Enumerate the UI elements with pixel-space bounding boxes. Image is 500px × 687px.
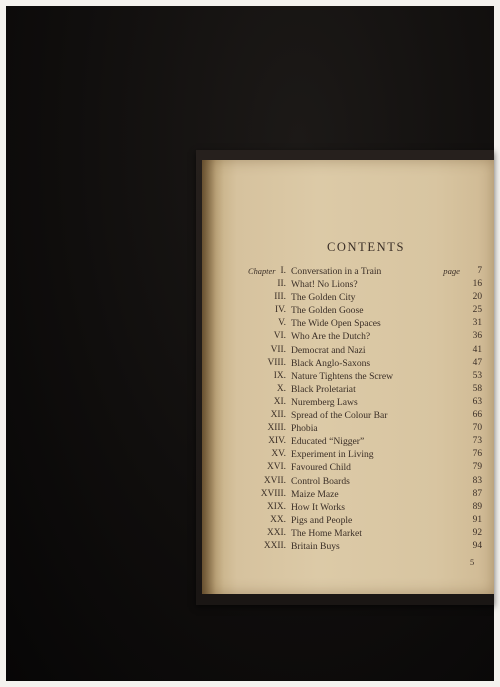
toc-row bbox=[226, 383, 488, 396]
chapter-page-number: 91 bbox=[472, 514, 482, 525]
chapter-page-number: 47 bbox=[472, 357, 482, 368]
chapter-title: Democrat and Nazi bbox=[291, 344, 366, 356]
chapter-numeral: VI. bbox=[273, 331, 286, 342]
chapter-numeral: VII. bbox=[270, 344, 286, 355]
chapter-numeral: IV. bbox=[274, 305, 286, 316]
chapter-title: The Home Market bbox=[291, 527, 362, 539]
toc-row bbox=[226, 265, 488, 278]
chapter-numeral: V. bbox=[278, 318, 286, 329]
chapter-page-number: 70 bbox=[472, 423, 482, 434]
toc-row bbox=[226, 396, 488, 409]
chapter-numeral: XIII. bbox=[267, 423, 286, 434]
chapter-page-number: 7 bbox=[477, 266, 482, 276]
chapter-title: Britain Buys bbox=[291, 540, 340, 552]
chapter-title: The Wide Open Spaces bbox=[291, 318, 381, 330]
chapter-page-number: 89 bbox=[472, 501, 482, 512]
chapter-page-number: 83 bbox=[472, 475, 482, 486]
chapter-title: How It Works bbox=[291, 501, 345, 513]
chapter-numeral: XII. bbox=[270, 410, 286, 421]
toc-row bbox=[226, 448, 488, 461]
chapter-numeral: III. bbox=[274, 292, 286, 303]
chapter-numeral: XVIII. bbox=[260, 488, 286, 499]
chapter-label: Chapter bbox=[248, 267, 276, 276]
chapter-numeral: XIV. bbox=[268, 436, 286, 447]
chapter-page-number: 73 bbox=[472, 436, 482, 447]
page-gutter-shadow bbox=[202, 160, 224, 594]
chapter-page-number: 63 bbox=[472, 396, 482, 407]
chapter-numeral: VIII. bbox=[267, 357, 286, 368]
chapter-page-number: 79 bbox=[472, 462, 482, 473]
toc-row bbox=[226, 540, 488, 553]
chapter-title: Maize Maze bbox=[291, 488, 339, 500]
chapter-page-number: 66 bbox=[472, 410, 482, 421]
chapter-numeral: II. bbox=[277, 279, 286, 290]
chapter-title: The Golden City bbox=[291, 292, 356, 304]
chapter-numeral: I. bbox=[280, 266, 286, 276]
chapter-title: Black Anglo-Saxons bbox=[291, 357, 371, 369]
table-of-contents bbox=[226, 240, 488, 553]
chapter-numeral: IX. bbox=[273, 370, 286, 381]
chapter-title: Control Boards bbox=[291, 475, 350, 487]
chapter-title: The Golden Goose bbox=[291, 305, 364, 317]
toc-row bbox=[226, 422, 488, 435]
toc-row bbox=[226, 370, 488, 383]
chapter-title: Spread of the Colour Bar bbox=[291, 410, 388, 422]
chapter-title: Who Are the Dutch? bbox=[291, 331, 371, 343]
chapter-title: Black Proletariat bbox=[291, 383, 356, 395]
toc-row bbox=[226, 344, 488, 357]
toc-row bbox=[226, 291, 488, 304]
chapter-numeral: XIX. bbox=[266, 501, 286, 512]
chapter-page-number: 31 bbox=[472, 318, 482, 329]
chapter-title: Nuremberg Laws bbox=[291, 396, 358, 408]
chapter-title: Phobia bbox=[291, 423, 318, 435]
page-folio: 5 bbox=[470, 558, 475, 567]
chapter-page-number: 36 bbox=[472, 331, 482, 342]
toc-row bbox=[226, 461, 488, 474]
chapter-page-number: 76 bbox=[472, 449, 482, 460]
chapter-page-number: 53 bbox=[472, 370, 482, 381]
toc-row bbox=[226, 514, 488, 527]
chapter-numeral: XVII. bbox=[263, 475, 286, 486]
toc-row bbox=[226, 304, 488, 317]
chapter-title: Favoured Child bbox=[291, 462, 351, 474]
toc-row bbox=[226, 330, 488, 343]
toc-list bbox=[226, 265, 488, 553]
chapter-title: Pigs and People bbox=[291, 514, 353, 526]
chapter-title: Educated “Nigger” bbox=[291, 436, 365, 448]
chapter-page-number: 92 bbox=[472, 527, 482, 538]
toc-row bbox=[226, 357, 488, 370]
chapter-page-number: 16 bbox=[472, 279, 482, 290]
chapter-title: Nature Tightens the Screw bbox=[291, 370, 394, 382]
chapter-numeral: XI. bbox=[273, 396, 286, 407]
chapter-numeral: XX. bbox=[270, 514, 286, 525]
toc-row bbox=[226, 278, 488, 291]
toc-row bbox=[226, 488, 488, 501]
toc-row bbox=[226, 475, 488, 488]
chapter-title: Experiment in Living bbox=[291, 449, 374, 461]
chapter-page-number: 25 bbox=[472, 305, 482, 316]
chapter-numeral: XXII. bbox=[263, 540, 286, 551]
chapter-page-number: 41 bbox=[472, 344, 482, 355]
chapter-numeral: XV. bbox=[271, 449, 286, 460]
chapter-page-number: 87 bbox=[472, 488, 482, 499]
chapter-page-number: 20 bbox=[472, 292, 482, 303]
page-label: page bbox=[443, 266, 460, 276]
chapter-title: What! No Lions? bbox=[291, 279, 358, 291]
chapter-numeral: XVI. bbox=[266, 462, 286, 473]
chapter-page-number: 94 bbox=[472, 540, 482, 551]
toc-row bbox=[226, 501, 488, 514]
toc-row bbox=[226, 527, 488, 540]
toc-row bbox=[226, 409, 488, 422]
toc-row bbox=[226, 435, 488, 448]
toc-row bbox=[226, 317, 488, 330]
chapter-page-number: 58 bbox=[472, 383, 482, 394]
chapter-title: Conversation in a Train bbox=[291, 266, 382, 277]
contents-heading: CONTENTS bbox=[326, 240, 406, 254]
chapter-numeral: X. bbox=[276, 383, 286, 394]
chapter-numeral: XXI. bbox=[266, 527, 286, 538]
